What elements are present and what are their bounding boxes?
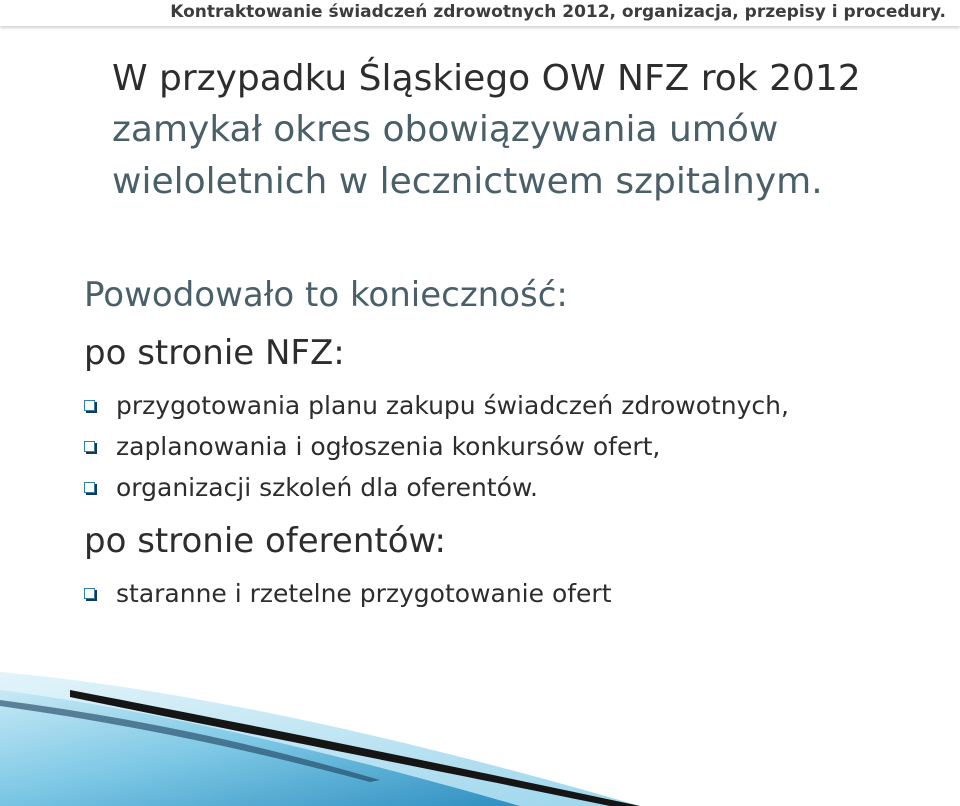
list-item [84,385,789,426]
header-bar [0,0,960,26]
slide-subheading [112,104,952,208]
checkbox-bullet-icon [84,441,95,452]
section-label-nfz: po stronie NFZ: [84,333,345,373]
wave-light-shape [0,672,640,806]
list-item-text: zaplanowania i ogłoszenia konkursów ofert, [116,432,661,461]
list-item [84,573,612,614]
wave-dark-stripe [70,690,640,806]
list-item-text: organizacji szkoleń dla oferentów. [116,473,538,502]
slide-heading: W przypadku Śląskiego OW NFZ rok 2012 [112,58,861,99]
oferenci-list [84,573,612,614]
list-item [84,467,789,508]
section-label-oferenci: po stronie oferentów: [84,521,446,561]
nfz-list [84,385,789,508]
header-title: Kontraktowanie świadczeń zdrowotnych 2012, organizacja, przepisy i procedury. [170,2,946,22]
subheading-line: zamykał okres obowiązywania umów [112,109,779,150]
subheading-line: wieloletnich w lecznictwem szpitalnym. [112,161,823,202]
checkbox-bullet-icon [84,588,95,599]
intro-text: Powodowało to konieczność: [84,275,568,315]
wave-dark-stripe-thin [0,700,380,782]
list-item [84,426,789,467]
list-item-text: staranne i rzetelne przygotowanie ofert [116,579,612,608]
wave-blue-shape [0,690,520,806]
list-item-text: przygotowania planu zakupu świadczeń zdrowotnych, [116,391,789,420]
checkbox-bullet-icon [84,482,95,493]
checkbox-bullet-icon [84,400,95,411]
